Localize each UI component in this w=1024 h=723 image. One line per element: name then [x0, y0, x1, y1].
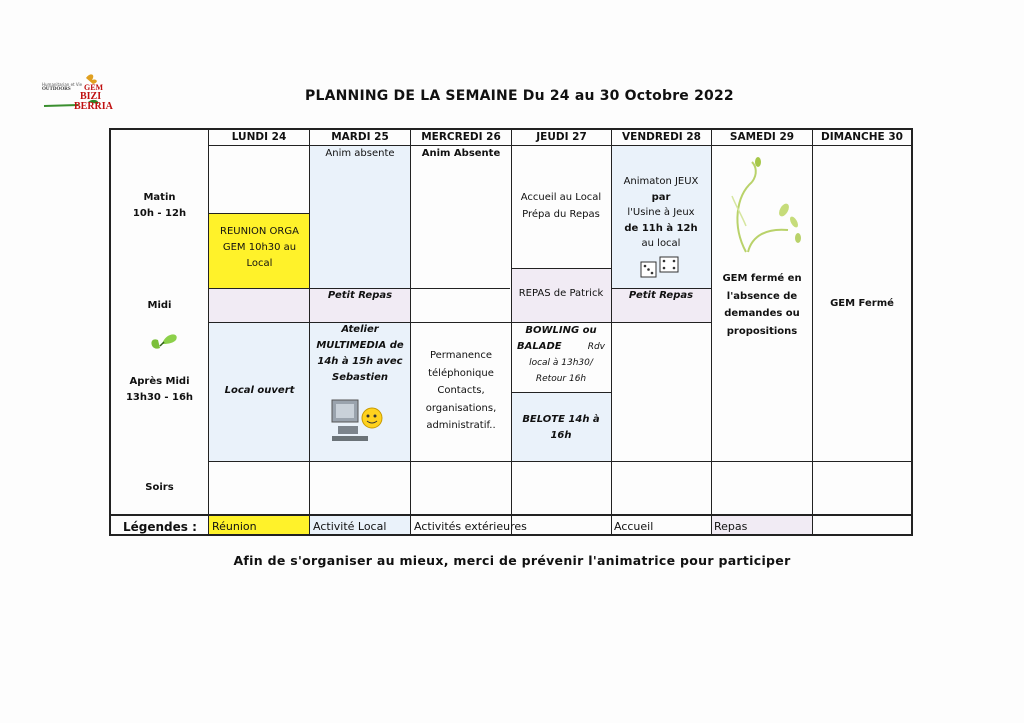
- monday-afternoon-text: Local ouvert: [224, 385, 295, 396]
- logo-bizi: BIZI: [80, 91, 102, 102]
- plant-decoration-icon: [722, 156, 808, 260]
- footer-note: Afin de s'organiser au mieux, merci de prévenir l'animatrice pour participer: [233, 553, 791, 568]
- logo-berria: BERRIA: [74, 101, 113, 112]
- day-header-saturday: SAMEDI 29: [729, 131, 795, 143]
- day-header-tuesday: MARDI 25: [331, 131, 389, 143]
- cell-tue-morning: [310, 146, 410, 288]
- monday-meeting-text: REUNION ORGA GEM 10h30 au Local: [220, 226, 299, 269]
- legend-meeting: Réunion: [212, 520, 257, 533]
- thursday-afternoon1-text: BOWLING ou BALADE Rdv local à 13h30/ Retour 16h: [517, 325, 605, 384]
- wednesday-afternoon-text: Permanence téléphonique Contacts, organisations, administratif..: [425, 350, 497, 431]
- day-header-friday: VENDREDI 28: [622, 131, 701, 143]
- legend-outdoor-activities: Activités extérieures: [414, 520, 527, 533]
- legend-label: Légendes :: [123, 520, 197, 534]
- logo-gem: GEM: [84, 83, 104, 92]
- period-afternoon: Après Midi 13h30 - 16h: [125, 376, 194, 403]
- legend-reception: Accueil: [614, 520, 654, 533]
- gem-logo: [38, 72, 113, 114]
- period-evening: Soirs: [145, 482, 174, 493]
- day-header-monday: LUNDI 24: [231, 131, 287, 143]
- period-morning: Matin 10h - 12h: [132, 192, 187, 219]
- day-header-thursday: JEUDI 27: [536, 131, 587, 143]
- thursday-morning-text: Accueil au Local Prépa du Repas: [520, 192, 602, 220]
- logo-small-text: Humanitarian et Vie: [42, 82, 83, 87]
- butterfly-icon: [146, 326, 182, 356]
- cell-mon-noon: [209, 288, 310, 322]
- dice-icon: [638, 254, 684, 280]
- friday-morning-text: Animaton JEUX par l'Usine à Jeux de 11h à 12h au local: [623, 176, 699, 249]
- page-title: PLANNING DE LA SEMAINE Du 24 au 30 Octobre 2022: [305, 88, 734, 104]
- saturday-text: GEM fermé en l'absence de demandes ou propositions: [722, 273, 802, 337]
- thursday-afternoon2-text: BELOTE 14h à 16h: [522, 414, 600, 441]
- period-noon: Midi: [147, 300, 172, 311]
- wednesday-morning-text: Anim Absente: [421, 148, 501, 159]
- day-header-wednesday: MERCREDI 26: [421, 131, 501, 143]
- computer-smiley-icon: [328, 396, 386, 444]
- sunday-text: GEM Fermé: [830, 298, 894, 309]
- friday-noon-text: Petit Repas: [628, 290, 694, 301]
- day-header-sunday: DIMANCHE 30: [821, 131, 903, 143]
- legend-local-activity: Activité Local: [313, 520, 387, 533]
- tuesday-noon-text: Petit Repas: [327, 290, 393, 301]
- tuesday-morning-text: Anim absente: [325, 148, 395, 159]
- logo-line1: OUTDOORS: [42, 87, 71, 92]
- legend-meal: Repas: [714, 520, 748, 533]
- thursday-noon-text: REPAS de Patrick: [518, 288, 604, 299]
- tuesday-afternoon-text: Atelier MULTIMEDIA de 14h à 15h avec Sebastien: [316, 324, 404, 383]
